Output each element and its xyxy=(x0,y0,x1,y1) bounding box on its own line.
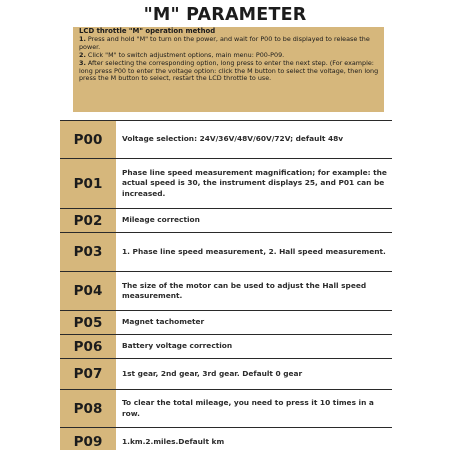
parameter-description: Mileage correction xyxy=(122,215,200,225)
table-row-p04 xyxy=(60,272,392,311)
table-row-p03 xyxy=(60,233,392,272)
instructions-heading: LCD throttle "M" operation method xyxy=(79,27,216,35)
parameter-description: 1.km.2.miles.Default km xyxy=(122,436,225,446)
parameter-description: Battery voltage correction xyxy=(122,341,233,351)
step-number: 3. xyxy=(79,58,86,67)
parameter-description: Magnet tachometer xyxy=(122,317,205,327)
parameter-code: P02 xyxy=(60,209,116,232)
parameter-code: P03 xyxy=(60,233,116,271)
parameter-code: P06 xyxy=(60,335,116,358)
page-title: "M" PARAMETER xyxy=(143,5,307,25)
parameter-code: P08 xyxy=(60,390,116,427)
parameter-code: P05 xyxy=(60,311,116,334)
table-row-p01 xyxy=(60,159,392,209)
parameter-description: Voltage selection: 24V/36V/48V/60V/72V; default 48v xyxy=(122,134,344,144)
parameter-description: Phase line speed measurement magnification; for example: the actual speed is 30, the instrument displays 25, and P01 can be increased. xyxy=(122,167,387,198)
parameter-code: P00 xyxy=(60,121,116,158)
parameter-code: P01 xyxy=(60,159,116,208)
table-row-p05 xyxy=(60,311,392,335)
step-text: Click "M" to switch adjustment options, main menu: P00-P09. xyxy=(85,50,285,59)
table-row-p06 xyxy=(60,335,392,359)
parameter-description: 1. Phase line speed measurement, 2. Hall speed measurement. xyxy=(122,246,386,256)
step-number: 1. xyxy=(79,34,86,43)
table-row-p07 xyxy=(60,359,392,390)
parameter-code: P09 xyxy=(60,428,116,450)
step-text: After selecting the corresponding option, long press to enter the next step. (For example: long press P00 to enter the voltage option: click the M button to select the voltage, then long press the M button to select, restart the LCD throttle to use. xyxy=(79,58,379,83)
table-row-p08 xyxy=(60,390,392,428)
parameter-table xyxy=(60,120,392,450)
table-row-p00 xyxy=(60,121,392,159)
parameter-description: To clear the total mileage, you need to press it 10 times in a row. xyxy=(122,398,374,418)
parameter-code: P04 xyxy=(60,272,116,310)
parameter-code: P07 xyxy=(60,359,116,389)
table-row-p09 xyxy=(60,428,392,450)
instruction-step-1 xyxy=(79,36,379,52)
parameter-description: The size of the motor can be used to adjust the Hall speed measurement. xyxy=(122,280,367,300)
table-row-p02 xyxy=(60,209,392,233)
parameter-description: 1st gear, 2nd gear, 3rd gear. Default 0 gear xyxy=(122,368,303,378)
step-number: 2. xyxy=(79,50,86,59)
operation-instructions xyxy=(73,27,384,112)
instruction-step-3 xyxy=(79,60,379,84)
step-text: Press and hold "M" to turn on the power, and wait for P00 to be displayed to release the power. xyxy=(79,34,370,51)
